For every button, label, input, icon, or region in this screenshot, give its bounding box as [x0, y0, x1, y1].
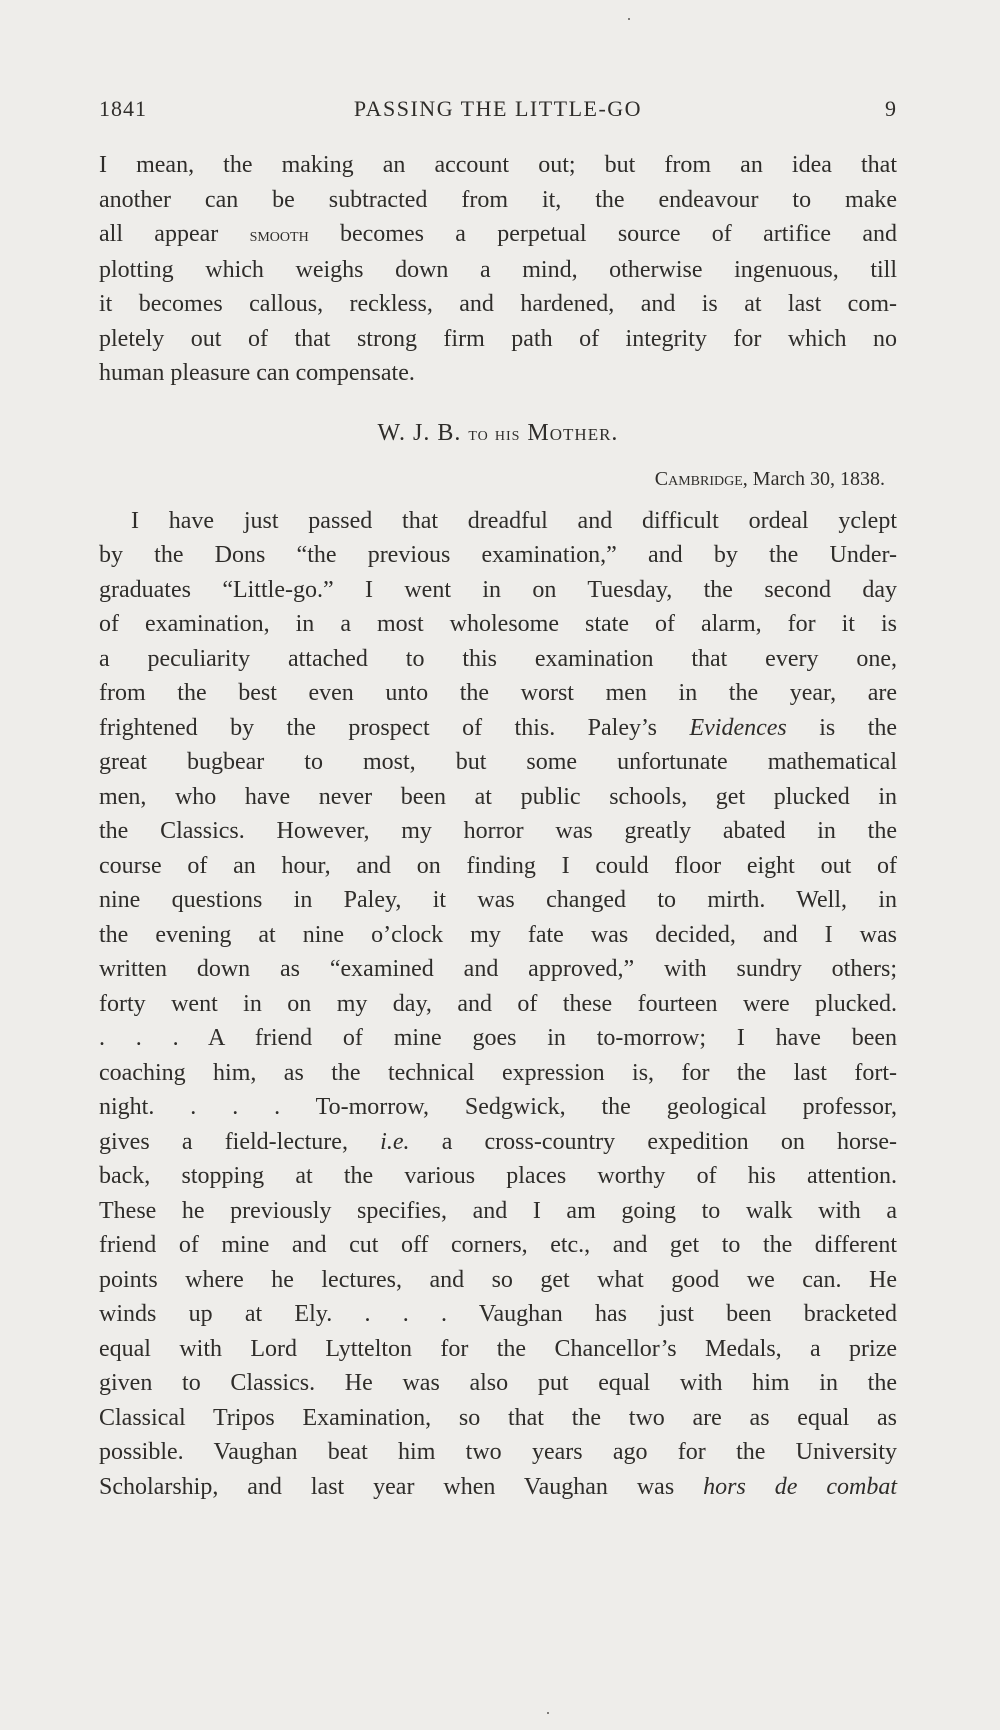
smallcaps-word: smooth [249, 224, 309, 246]
text-line [99, 1125, 897, 1160]
text-line: the Classics. However, my horror was greatly abated in the [99, 818, 897, 844]
text-line: I have just passed that dreadful and difficult ordeal yclept [131, 507, 897, 534]
text-fragment: all appear [99, 221, 219, 247]
text-line: winds up at Ely. . . . Vaughan has just been bracketed [99, 1301, 897, 1327]
text-fragment: becomes a perpetual source of artifice and [340, 221, 897, 247]
italic-phrase: hors de combat [703, 1473, 898, 1500]
text-line: another can be subtracted from it, the endeavour to make [99, 186, 897, 213]
text-line: . . . A friend of mine goes in to-morrow; I have been [99, 1025, 897, 1051]
text-line [99, 1470, 897, 1505]
text-line: forty went in on my day, and of these fourteen were plucked. [99, 990, 897, 1017]
text-fragment: a cross-country expedition on horse- [441, 1128, 898, 1155]
dateline [99, 468, 885, 502]
text-fragment: gives a field-lecture, [99, 1128, 348, 1155]
text-line: men, who have never been at public schools, get plucked in [99, 783, 897, 810]
page-number: 9 [885, 96, 897, 121]
heading-sender: W. J. B. [377, 419, 462, 446]
text-line [99, 217, 897, 253]
italic-title: Evidences [689, 714, 787, 741]
paragraph-1 [99, 148, 897, 391]
dateline-place: Cambridge, [654, 467, 748, 490]
text-line: equal with Lord Lyttelton for the Chancellor’s Medals, a prize [99, 1335, 897, 1362]
heading-to: to his [468, 422, 521, 445]
text-line: back, stopping at the various places worthy of his attention. [99, 1163, 897, 1189]
text-line: coaching him, as the technical expression is, for the last fort- [99, 1059, 897, 1086]
text-line: given to Classics. He was also put equal with him in the [99, 1370, 897, 1396]
text-line: written down as “examined and approved,” with sundry others; [99, 956, 897, 982]
text-line: from the best even unto the worst men in the year, are [99, 680, 897, 706]
text-line: These he previously specifies, and I am going to walk with a [99, 1197, 897, 1224]
text-line [99, 711, 897, 746]
dateline-date: March 30, 1838. [752, 467, 885, 490]
heading-recipient: Mother. [527, 419, 619, 446]
text-line: a peculiarity attached to this examination that every one, [99, 645, 897, 672]
letter-heading [99, 420, 897, 454]
text-line: friend of mine and cut off corners, etc., and get to the different [99, 1232, 897, 1258]
running-head [99, 96, 897, 126]
text-fragment: frightened by the prospect of this. Paley’s [99, 714, 658, 741]
text-line: I mean, the making an account out; but from an idea that [99, 152, 897, 178]
text-line: plotting which weighs down a mind, otherwise ingenuous, till [99, 256, 897, 283]
text-line: it becomes callous, reckless, and hardened, and is at last com- [99, 291, 897, 317]
paper-speck [628, 18, 630, 20]
text-line: by the Dons “the previous examination,” and by the Under- [99, 542, 897, 568]
text-line: nine questions in Paley, it was changed to mirth. Well, in [99, 887, 897, 913]
text-line: of examination, in a most wholesome state of alarm, for it is [99, 611, 897, 637]
text-line: great bugbear to most, but some unfortunate mathematical [99, 749, 897, 775]
text-fragment: Scholarship, and last year when Vaughan was [99, 1473, 675, 1500]
paragraph-2 [99, 504, 897, 1505]
text-line: possible. Vaughan beat him two years ago for the University [99, 1439, 897, 1465]
text-line: course of an hour, and on finding I could floor eight out of [99, 852, 897, 879]
header-year: 1841 [99, 96, 147, 121]
text-line: points where he lectures, and so get what good we can. He [99, 1266, 897, 1293]
header-title: PASSING THE LITTLE-GO [353, 96, 643, 121]
text-line: pletely out of that strong firm path of integrity for which no [99, 325, 897, 352]
text-line: Classical Tripos Examination, so that the two are as equal as [99, 1404, 897, 1431]
book-page [99, 96, 897, 1504]
text-line: graduates “Little-go.” I went in on Tuesday, the second day [99, 576, 897, 603]
paper-speck [547, 1712, 549, 1714]
italic-abbrev: i.e. [380, 1128, 410, 1155]
text-line: night. . . . To-morrow, Sedgwick, the geological professor, [99, 1094, 897, 1120]
text-fragment: is the [819, 714, 898, 741]
text-line: the evening at nine o’clock my fate was decided, and I was [99, 921, 897, 948]
text-line: human pleasure can compensate. [99, 360, 415, 386]
